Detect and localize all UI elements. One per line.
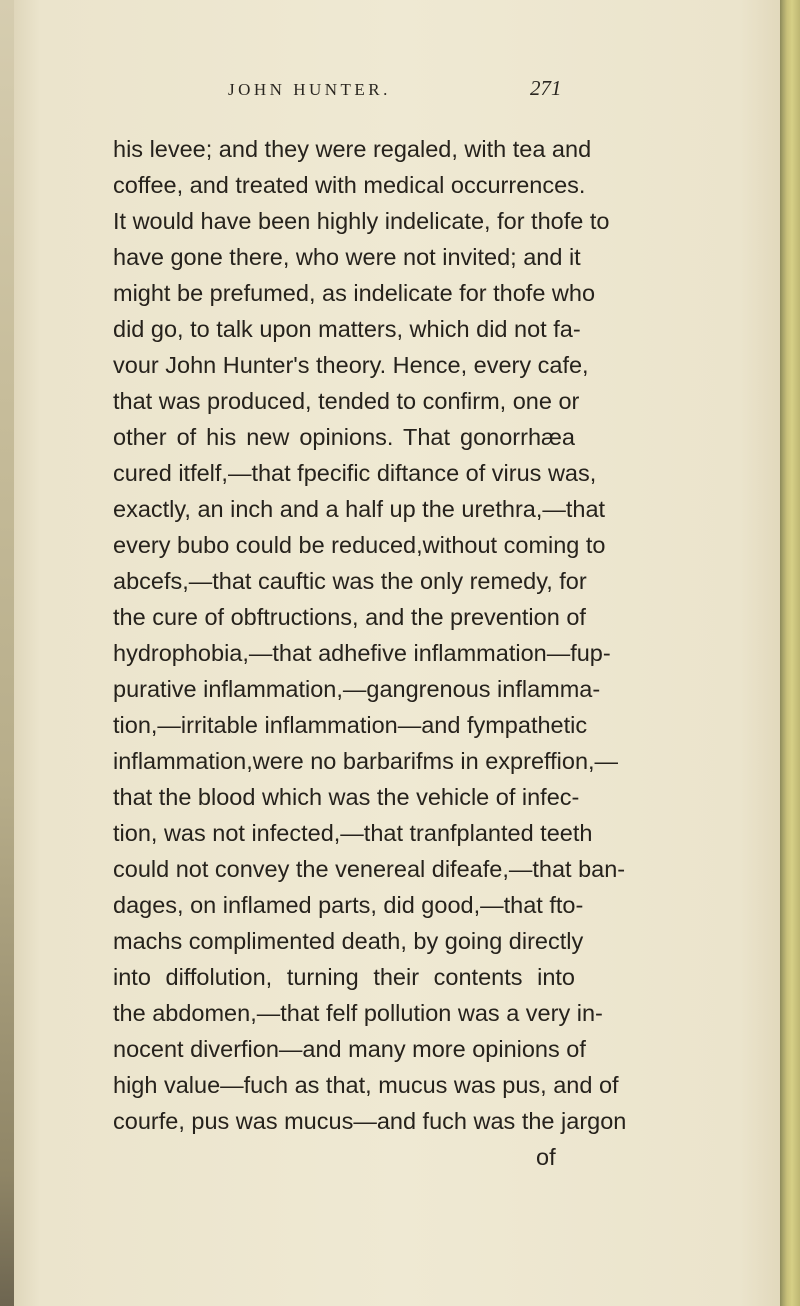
- text-line: his levee; and they were regaled, with tea and: [113, 136, 592, 162]
- text-line: high value—fuch as that, mucus was pus, and of: [113, 1072, 619, 1098]
- text-line: It would have been highly indelicate, for thofe to: [113, 208, 610, 234]
- text-line: might be prefumed, as indelicate for thofe who: [113, 280, 596, 306]
- text-line: hydrophobia,—that adhefive inflammation—fup-: [113, 640, 611, 666]
- text-line: have gone there, who were not invited; and it: [113, 244, 581, 270]
- text-line: nocent diverfion—and many more opinions of: [113, 1036, 586, 1062]
- text-line: purative inflammation,—gangrenous inflamma-: [113, 676, 601, 702]
- text-line: that the blood which was the vehicle of infec-: [113, 784, 580, 810]
- text-line: the cure of obftructions, and the prevention of: [113, 604, 586, 630]
- text-line: did go, to talk upon matters, which did not fa-: [113, 316, 581, 342]
- running-head: JOHN HUNTER.: [228, 80, 391, 99]
- page-number: 271: [530, 76, 562, 100]
- text-line: dages, on inflamed parts, did good,—that fto-: [113, 892, 584, 918]
- text-line: exactly, an inch and a half up the urethra,—that: [113, 496, 606, 522]
- text-line: coffee, and treated with medical occurrences.: [113, 172, 586, 198]
- text-line: could not convey the venereal difeafe,—that ban-: [113, 856, 626, 882]
- text-line: cured itfelf,—that fpecific diftance of virus was,: [113, 460, 597, 486]
- text-line: tion, was not infected,—that tranfplanted teeth: [113, 820, 593, 846]
- text-line: inflammation,were no barbarifms in expreffion,—: [113, 748, 619, 774]
- text-line: the abdomen,—that felf pollution was a very in-: [113, 1000, 603, 1026]
- text-line: courfe, pus was mucus—and fuch was the jargon: [113, 1108, 627, 1134]
- text-line: vour John Hunter's theory. Hence, every cafe,: [113, 352, 589, 378]
- text-line: that was produced, tended to confirm, one or: [113, 388, 580, 414]
- text-line: every bubo could be reduced,without coming to: [113, 532, 606, 558]
- catchword: of: [536, 1144, 556, 1170]
- text-line: machs complimented death, by going directly: [113, 928, 584, 954]
- text-line: other of his new opinions. That gonorrhæa: [113, 424, 575, 450]
- text-line: tion,—irritable inflammation—and fympathetic: [113, 712, 588, 738]
- text-line: abcefs,—that cauftic was the only remedy, for: [113, 568, 587, 594]
- text-line: into diffolution, turning their contents into: [113, 964, 575, 990]
